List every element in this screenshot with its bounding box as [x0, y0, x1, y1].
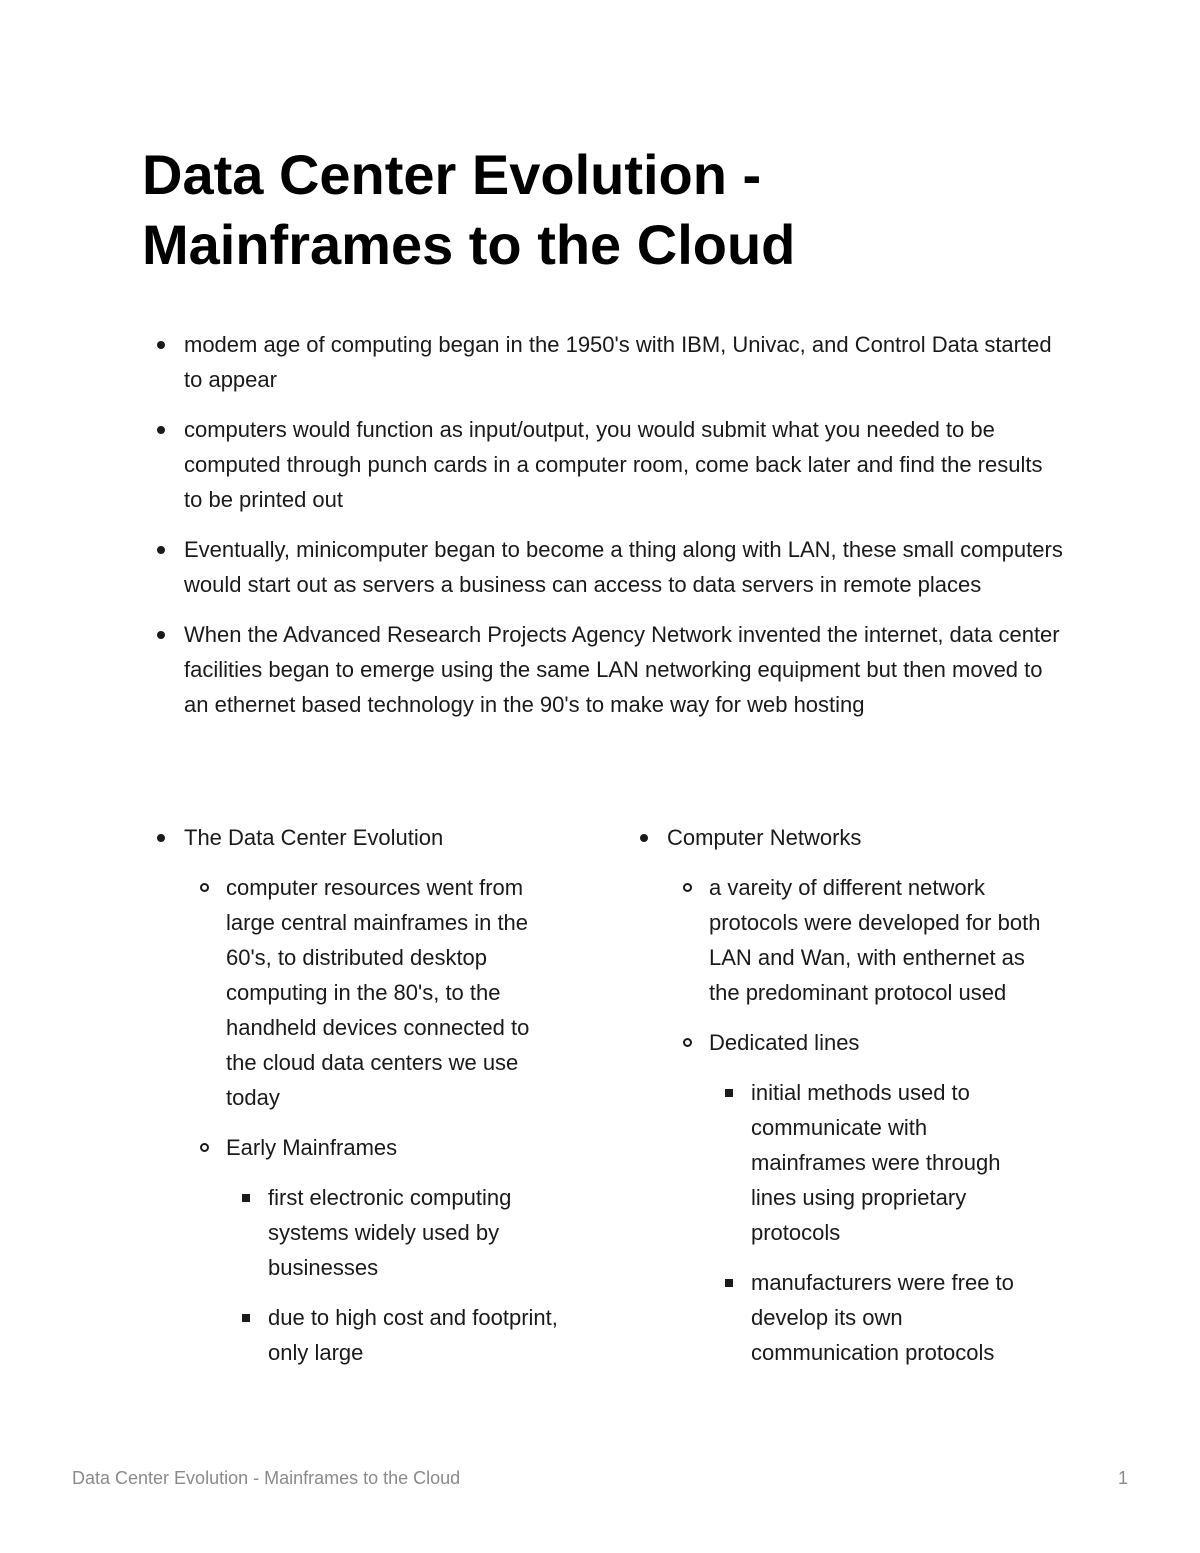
- main-bullet-text: computers would function as input/output, you would submit what you needed to be computed through punch cards in a computer room, come back later and find the results to be printed out: [184, 417, 1043, 512]
- right-column-heading-item: [667, 820, 1047, 1370]
- main-bullet-text: Eventually, minicomputer began to become a thing along with LAN, these small computers would start out as servers a business can access to data servers in remote places: [184, 537, 1063, 597]
- left-subsublist: [226, 1180, 564, 1370]
- right-sublist: [667, 870, 1047, 1370]
- main-bullet-item: [184, 412, 1064, 517]
- right-subsublist: [709, 1075, 1047, 1370]
- right-subsubitem-text: manufacturers were free to develop its own communication protocols: [751, 1270, 1014, 1365]
- right-subitem-text: Dedicated lines: [709, 1030, 860, 1055]
- main-bullet-item: [184, 617, 1064, 722]
- main-bullet-text: modem age of computing began in the 1950's with IBM, Univac, and Control Data started to appear: [184, 332, 1052, 392]
- right-subitem: [709, 1025, 1047, 1370]
- right-column: [667, 820, 1047, 1385]
- left-subsubitem-text: due to high cost and footprint, only large: [268, 1305, 558, 1365]
- left-subsubitem: [268, 1300, 564, 1370]
- left-column: [184, 820, 564, 1385]
- right-subsubitem: [751, 1265, 1047, 1370]
- right-subitem-text: a vareity of different network protocols were developed for both LAN and Wan, with enthernet as the predominant protocol used: [709, 875, 1041, 1005]
- left-sublist: [184, 870, 564, 1370]
- page-number: 1: [1117, 1468, 1128, 1488]
- left-column-heading: The Data Center Evolution: [184, 825, 444, 850]
- title-line-1: Data Center Evolution -: [142, 143, 762, 206]
- main-bullet-item: [184, 327, 1064, 397]
- right-column-list: [667, 820, 1047, 1370]
- left-subsubitem-text: first electronic computing systems widely used by businesses: [268, 1185, 512, 1280]
- left-subitem-text: Early Mainframes: [226, 1135, 398, 1160]
- main-bullet-list: [184, 327, 1064, 737]
- left-subsubitem: [268, 1180, 564, 1285]
- main-bullet-item: [184, 532, 1064, 602]
- right-subsubitem-text: initial methods used to communicate with mainframes were through lines using proprietary protocols: [751, 1080, 1001, 1245]
- title-line-2: Mainframes to the Cloud: [142, 213, 796, 276]
- left-column-list: [184, 820, 564, 1370]
- page-footer: [72, 1466, 1128, 1490]
- left-subitem: [226, 1130, 564, 1370]
- left-subitem: [226, 870, 564, 1115]
- right-column-heading: Computer Networks: [667, 825, 862, 850]
- right-subsubitem: [751, 1075, 1047, 1250]
- main-bullet-text: When the Advanced Research Projects Agency Network invented the internet, data center facilities began to emerge using the same LAN networking equipment but then moved to an ethernet based technology in the 90's to make way for web hosting: [184, 622, 1060, 717]
- right-subitem: [709, 870, 1047, 1010]
- left-column-heading-item: [184, 820, 564, 1370]
- left-subitem-text: computer resources went from large central mainframes in the 60's, to distributed desktop computing in the 80's, to the handheld devices connected to the cloud data centers we use today: [226, 875, 530, 1110]
- footer-title: Data Center Evolution - Mainframes to the Cloud: [72, 1468, 461, 1488]
- page-title: [142, 140, 1042, 280]
